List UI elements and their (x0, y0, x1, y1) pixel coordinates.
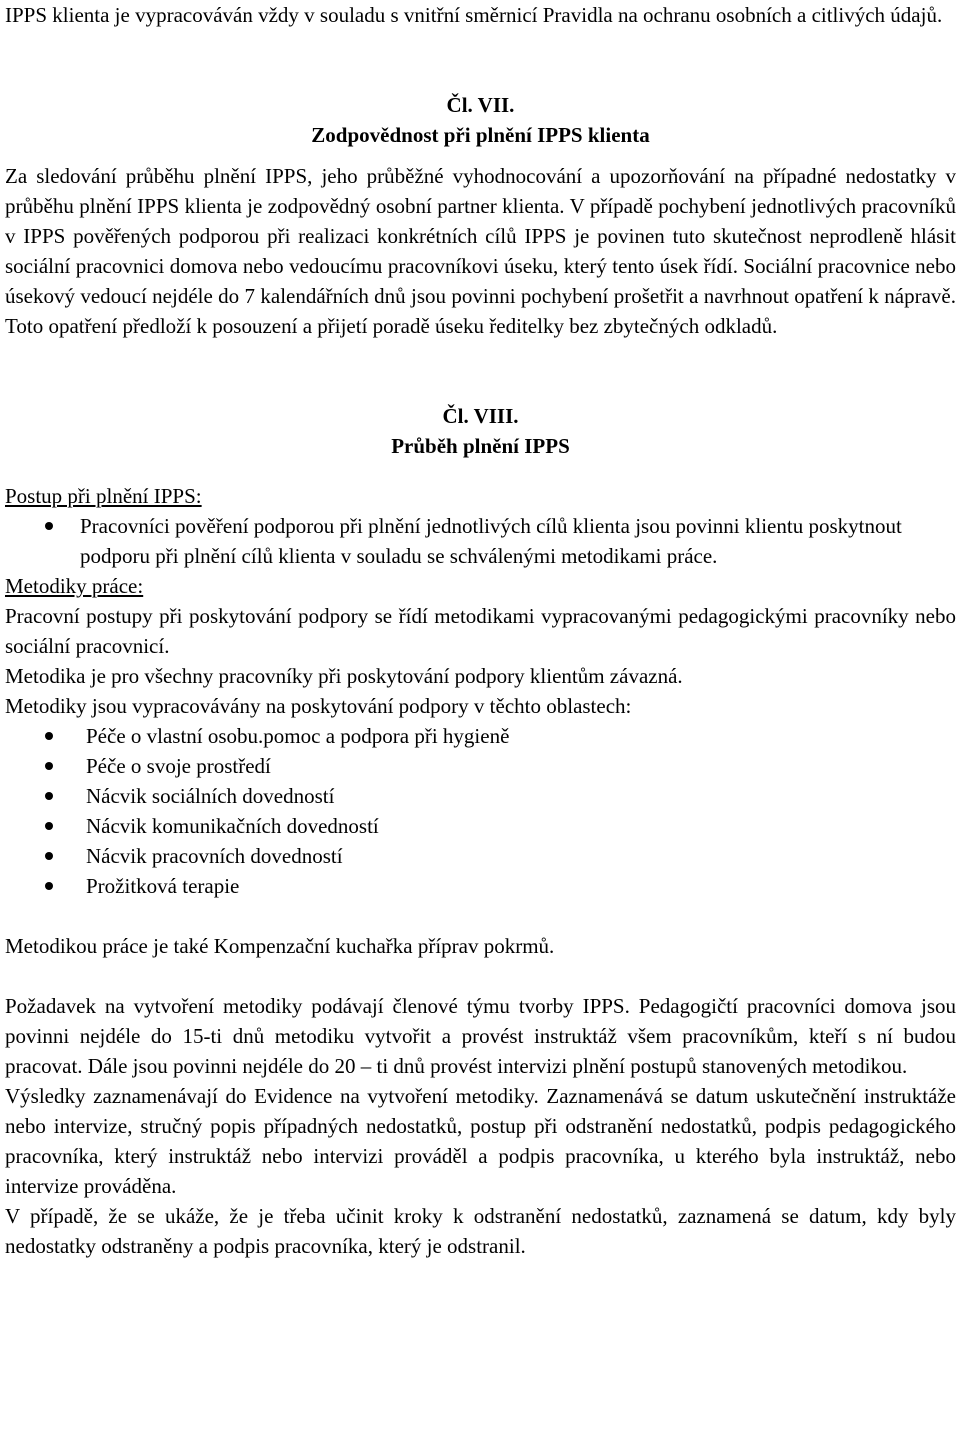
area-item-text: Péče o vlastní osobu.pomoc a podpora při hygieně (86, 724, 510, 748)
methods-line-3: Metodiky jsou vypracovávány na poskytování podpory v těchto oblastech: (5, 694, 632, 718)
bullet-icon (45, 792, 53, 800)
procedure-item-text: Pracovníci pověření podporou při plnění jednotlivých cílů klienta jsou povinni klientu poskytnout podporu při plnění cílů klienta v souladu se schválenými metodikami práce. (80, 514, 902, 568)
methods-line-2: Metodika je pro všechny pracovníky při poskytování podpory klientům závazná. (5, 664, 683, 688)
bullet-icon (45, 852, 53, 860)
list-item (5, 751, 956, 781)
intro-paragraph: IPPS klienta je vypracováván vždy v souladu s vnitřní směrnicí Pravidla na ochranu osobních a citlivých údajů. (5, 3, 943, 27)
cookbook-paragraph: Metodikou práce je také Kompenzační kuchařka příprav pokrmů. (5, 934, 555, 958)
section-8-title: Průběh plnění IPPS (391, 434, 570, 458)
area-item-text: Nácvik pracovních dovedností (86, 844, 343, 868)
methods-heading: Metodiky práce: (5, 574, 144, 598)
section-7-number: Čl. VII. (446, 93, 515, 117)
section-7-title: Zodpovědnost při plnění IPPS klienta (311, 123, 650, 147)
bullet-icon (45, 882, 53, 890)
list-item (5, 511, 956, 571)
list-item (5, 871, 956, 901)
methods-line-1: Pracovní postupy při poskytování podpory se řídí metodikami vypracovanými pedagogickými pracovníky nebo sociální pracovnicí. (5, 604, 956, 658)
procedure-heading: Postup při plnění IPPS: (5, 484, 202, 508)
list-item (5, 841, 956, 871)
areas-list (5, 721, 956, 901)
section-7-paragraph: Za sledování průběhu plnění IPPS, jeho průběžné vyhodnocování a upozorňování na případné nedostatky v průběhu plnění IPPS klienta je zodpovědný osobní partner klienta. V případě pochybení jednotlivých pracovníků v IPPS pověřených podporou při realizaci konkrétních cílů IPPS je povinen tuto skutečnost neprodleně hlásit sociální pracovnici domova nebo vedoucímu pracovníkovi úseku, který tento úsek řídí. Sociální pracovnice nebo úsekový vedoucí nejdéle do 7 kalendářních dnů jsou povinni pochybení prošetřit a navrhnout opatření k nápravě. Toto opatření předloží k posouzení a přijetí poradě úseku ředitelky bez zbytečných odkladů. (5, 164, 956, 338)
procedure-list (5, 511, 956, 571)
bullet-icon (45, 522, 53, 530)
bullet-icon (45, 822, 53, 830)
bullet-icon (45, 762, 53, 770)
area-item-text: Nácvik sociálních dovedností (86, 784, 335, 808)
results-paragraph: Výsledky zaznamenávají do Evidence na vytvoření metodiky. Zaznamenává se datum uskutečnění instruktáže nebo intervize, stručný popis případných nedostatků, postup při odstranění nedostatků, podpis pedagogického pracovníka, který instruktáž nebo intervizi prováděl a podpis pracovníka, u kterého byla instruktáž, nebo intervize prováděna. (5, 1084, 956, 1198)
requests-paragraph: Požadavek na vytvoření metodiky podávají členové týmu tvorby IPPS. Pedagogičtí pracovníci domova jsou povinni nejdéle do 15-ti dnů metodiku vytvořit a provést instruktáž všem pracovníkům, kteří s ní budou pracovat. Dále jsou povinni nejdéle do 20 – ti dnů provést intervizi plnění postupů stanovených metodikou. (5, 994, 956, 1078)
area-item-text: Prožitková terapie (86, 874, 240, 898)
area-item-text: Nácvik komunikačních dovedností (86, 814, 379, 838)
section-8-number: Čl. VIII. (442, 404, 519, 428)
bullet-icon (45, 732, 53, 740)
list-item (5, 811, 956, 841)
list-item (5, 721, 956, 751)
list-item (5, 781, 956, 811)
closing-paragraph: V případě, že se ukáže, že je třeba učinit kroky k odstranění nedostatků, zaznamená se datum, kdy byly nedostatky odstraněny a podpis pracovníka, který je odstranil. (5, 1204, 956, 1258)
area-item-text: Péče o svoje prostředí (86, 754, 271, 778)
